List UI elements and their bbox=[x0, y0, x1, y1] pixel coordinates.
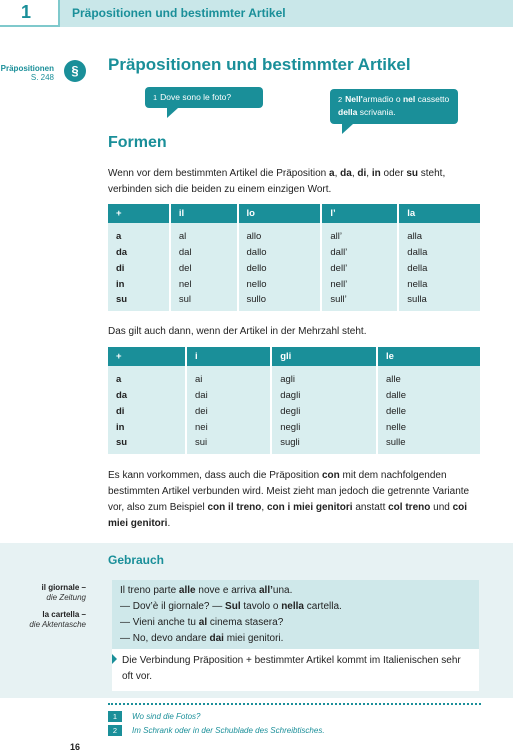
chapter-number-box bbox=[0, 0, 60, 27]
table-cell: sull’ bbox=[321, 292, 398, 311]
table-cell: al bbox=[170, 223, 238, 244]
table-cell: degli bbox=[271, 403, 377, 419]
table-row bbox=[108, 292, 480, 311]
table-header-cell: lo bbox=[238, 204, 322, 223]
preposition-cell: in bbox=[108, 419, 186, 435]
translation-text: Wo sind die Fotos? bbox=[132, 712, 201, 721]
table-cell: agli bbox=[271, 366, 377, 387]
preposition-cell: da bbox=[108, 244, 170, 260]
table-row bbox=[108, 435, 480, 454]
bubble-number: 2 bbox=[338, 95, 343, 104]
side-reference[interactable] bbox=[0, 64, 54, 82]
table-cell: alla bbox=[398, 223, 480, 244]
translation-item bbox=[108, 725, 325, 736]
example-line: — No, devo andare dai miei genitori. bbox=[120, 633, 284, 644]
table-cell: all’ bbox=[321, 223, 398, 244]
con-paragraph: Es kann vorkommen, dass auch die Präposition con mit dem nachfolgenden bestimmten Artikel verbunden wird. Meist zieht man jedoch die getrennte Variante vor, also zum Beispiel con il treno, con i miei genitori anstatt col treno und coi miei genitori. bbox=[108, 470, 470, 529]
preposition-cell: da bbox=[108, 387, 186, 403]
example-line: Il treno parte alle nove e arriva all’una. bbox=[120, 585, 293, 596]
table-cell: nella bbox=[398, 276, 480, 292]
header-bar bbox=[60, 0, 513, 27]
table-cell: dai bbox=[186, 387, 271, 403]
preposition-cell: su bbox=[108, 292, 170, 311]
table-cell: dalla bbox=[398, 244, 480, 260]
vocab-italian: il giornale – bbox=[41, 583, 86, 592]
bubble-text: Nell'armadio o nel cassetto della scrivania. bbox=[338, 94, 450, 117]
translation-item bbox=[108, 711, 200, 722]
rule-note-text: Die Verbindung Präposition + bestimmter Artikel kommt im Italienischen sehr oft vor. bbox=[122, 655, 461, 682]
triangle-bullet-icon bbox=[112, 654, 117, 664]
table-header-cell: + bbox=[108, 204, 170, 223]
table-cell: nello bbox=[238, 276, 322, 292]
table-cell: dal bbox=[170, 244, 238, 260]
table-cell: nelle bbox=[377, 419, 480, 435]
translation-number: 1 bbox=[108, 711, 122, 722]
bubble-text: Dove sono le foto? bbox=[160, 92, 232, 102]
preposition-cell: su bbox=[108, 435, 186, 454]
preposition-cell: a bbox=[108, 366, 186, 387]
table-row bbox=[108, 419, 480, 435]
example-line: — Dov’è il giornale? — Sul tavolo o nella cartella. bbox=[120, 601, 342, 612]
table-cell: dallo bbox=[238, 244, 322, 260]
table-cell: sui bbox=[186, 435, 271, 454]
vocab-item bbox=[0, 610, 86, 630]
translation-text: Im Schrank oder in der Schublade des Schreibtisches. bbox=[132, 726, 325, 735]
table-header-cell: + bbox=[108, 347, 186, 366]
chapter-number: 1 bbox=[21, 2, 32, 22]
example-line: — Vieni anche tu al cinema stasera? bbox=[120, 617, 284, 628]
plural-note-paragraph: Das gilt auch dann, wenn der Artikel in der Mehrzahl steht. bbox=[108, 326, 367, 337]
page-title: Präpositionen und bestimmter Artikel bbox=[108, 55, 411, 74]
table-header-cell: il bbox=[170, 204, 238, 223]
table-cell: del bbox=[170, 260, 238, 276]
table-cell: sulle bbox=[377, 435, 480, 454]
vocab-german: die Aktentasche bbox=[29, 620, 86, 629]
table-cell: sugli bbox=[271, 435, 377, 454]
singular-article-table bbox=[108, 204, 480, 311]
table-header-cell: l’ bbox=[321, 204, 398, 223]
table-header-cell: gli bbox=[271, 347, 377, 366]
gebrauch-heading: Gebrauch bbox=[108, 553, 165, 567]
table-header-cell: la bbox=[398, 204, 480, 223]
page-header bbox=[0, 0, 513, 27]
section-icon: § bbox=[64, 60, 86, 82]
formen-intro-paragraph: Wenn vor dem bestimmten Artikel die Präposition a, da, di, in oder su steht, verbinden sich die beiden zu einem einzigen Wort. bbox=[108, 168, 446, 195]
table-row bbox=[108, 387, 480, 403]
table-cell: nell’ bbox=[321, 276, 398, 292]
table-cell: dall’ bbox=[321, 244, 398, 260]
rule-note bbox=[112, 649, 479, 691]
table-cell: nel bbox=[170, 276, 238, 292]
table-cell: dalle bbox=[377, 387, 480, 403]
formen-heading: Formen bbox=[108, 134, 167, 151]
table-cell: sul bbox=[170, 292, 238, 311]
header-title: Präpositionen und bestimmter Artikel bbox=[72, 6, 286, 20]
table-cell: dagli bbox=[271, 387, 377, 403]
table-cell: sullo bbox=[238, 292, 322, 311]
divider bbox=[108, 703, 481, 705]
speech-bubble-1 bbox=[145, 87, 263, 108]
table-header-cell: i bbox=[186, 347, 271, 366]
table-cell: negli bbox=[271, 419, 377, 435]
speech-bubble-2 bbox=[330, 89, 458, 124]
table-cell: dell’ bbox=[321, 260, 398, 276]
table-cell: sulla bbox=[398, 292, 480, 311]
table-row bbox=[108, 366, 480, 387]
table-row bbox=[108, 403, 480, 419]
table-header-row bbox=[108, 347, 480, 366]
table-cell: dello bbox=[238, 260, 322, 276]
preposition-cell: in bbox=[108, 276, 170, 292]
table-cell: della bbox=[398, 260, 480, 276]
table-header-cell: le bbox=[377, 347, 480, 366]
page-number: 16 bbox=[70, 742, 81, 750]
vocab-italian: la cartella – bbox=[42, 610, 86, 619]
table-cell: delle bbox=[377, 403, 480, 419]
table-cell: dei bbox=[186, 403, 271, 419]
table-row bbox=[108, 260, 480, 276]
table-cell: ai bbox=[186, 366, 271, 387]
table-row bbox=[108, 276, 480, 292]
vocab-item bbox=[0, 583, 86, 603]
side-reference-title: Präpositionen bbox=[0, 64, 54, 73]
table-cell: nei bbox=[186, 419, 271, 435]
table-cell: alle bbox=[377, 366, 480, 387]
translation-number: 2 bbox=[108, 725, 122, 736]
table-row bbox=[108, 223, 480, 244]
side-reference-page: S. 248 bbox=[30, 73, 54, 82]
vocab-german: die Zeitung bbox=[46, 593, 86, 602]
preposition-cell: di bbox=[108, 260, 170, 276]
preposition-cell: a bbox=[108, 223, 170, 244]
bubble-number: 1 bbox=[153, 93, 158, 102]
table-row bbox=[108, 244, 480, 260]
example-box bbox=[112, 580, 479, 649]
table-cell: allo bbox=[238, 223, 322, 244]
table-header-row bbox=[108, 204, 480, 223]
plural-article-table bbox=[108, 347, 480, 454]
preposition-cell: di bbox=[108, 403, 186, 419]
